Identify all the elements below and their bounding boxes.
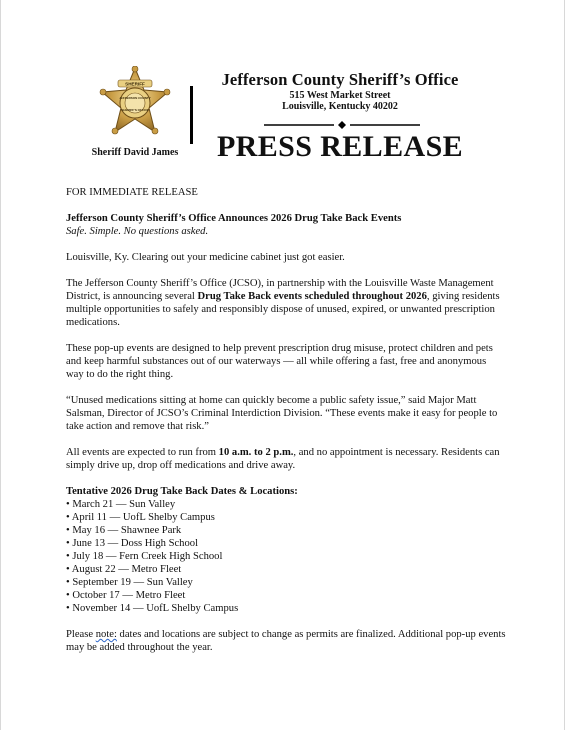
badge-top-text: SHERIFF [125,81,145,87]
quote-paragraph: “Unused medications sitting at home can quickly become a public safety issue,” said Major Matt Salsman, Director of JCSO’s Criminal Interdiction Division. “These events make it easy for people to take action and remove that risk.” [66,395,498,432]
events-heading: Tentative 2026 Drug Take Back Dates & Locations: [66,486,298,497]
list-item: • July 18 — Fern Creek High School [66,551,223,562]
list-item: • June 13 — Doss High School [66,538,199,549]
badge-center-text: JEFFERSON COUNTY [119,96,151,100]
address-street: 515 West Market Street [289,90,391,101]
note-paragraph [66,628,506,654]
note-text-b: dates and locations are subject to change as permits are finalized. Additional pop-up events may be added throughout the year. [66,629,506,653]
address-city: Louisville, Kentucky 40202 [282,101,398,112]
list-item: • October 17 — Metro Fleet [66,590,186,601]
intro-paragraph: Louisville, Ky. Clearing out your medicine cabinet just got easier. [66,252,345,263]
headline: Jefferson County Sheriff’s Office Announces 2026 Drug Take Back Events [66,213,402,224]
list-item: • March 21 — Sun Valley [66,499,176,510]
hours-text-bold: 10 a.m. to 2 p.m. [218,447,294,458]
press-release-title: PRESS RELEASE [216,130,464,163]
list-item: • August 22 — Metro Fleet [66,564,182,575]
sheriff-name: Sheriff David James [91,147,179,158]
tagline: Safe. Simple. No questions asked. [66,226,209,237]
purpose-paragraph: These pop-up events are designed to help prevent prescription drug misuse, protect children and pets and keep harmful substances out of our waterways — all while offering a fast, free and anonymous way to do the right thing. [66,343,493,380]
office-name: Jefferson County Sheriff’s Office [221,70,459,89]
note-word: note: [95,629,117,640]
sheriff-star-badge-icon [98,66,172,142]
list-item: • May 16 — Shawnee Park [66,525,182,536]
hours-text-a: All events are expected to run from [66,447,219,458]
list-item: • September 19 — Sun Valley [66,577,193,588]
hours-text-b: , and no appointment is necessary. Residents can simply drive up, drop off medications and drive away. [66,447,500,471]
office-block [205,70,475,112]
partnership-text-bold: Drug Take Back events scheduled throughout 2026 [197,291,427,302]
note-text-a: Please [66,629,96,640]
badge-bottom-text: SHERIFF'S OFFICE [121,108,149,112]
list-item: • April 11 — UofL Shelby Campus [66,512,215,523]
letterhead [0,0,565,175]
partnership-text-b: , giving residents multiple opportunities to safely and responsibly dispose of unused, expired, or unwanted prescription medications. [66,291,500,328]
release-line: FOR IMMEDIATE RELEASE [66,187,198,198]
ornament-divider-icon [262,120,422,130]
list-item: • November 14 — UofL Shelby Campus [66,603,239,614]
events-list [66,498,506,615]
hours-paragraph [66,446,506,472]
partnership-text-a: The Jefferson County Sheriff’s Office (JCSO), in partnership with the Louisville Waste Management District, is announcing several [66,278,494,302]
header-divider [190,86,193,144]
release-body [66,186,506,654]
partnership-paragraph [66,277,506,329]
